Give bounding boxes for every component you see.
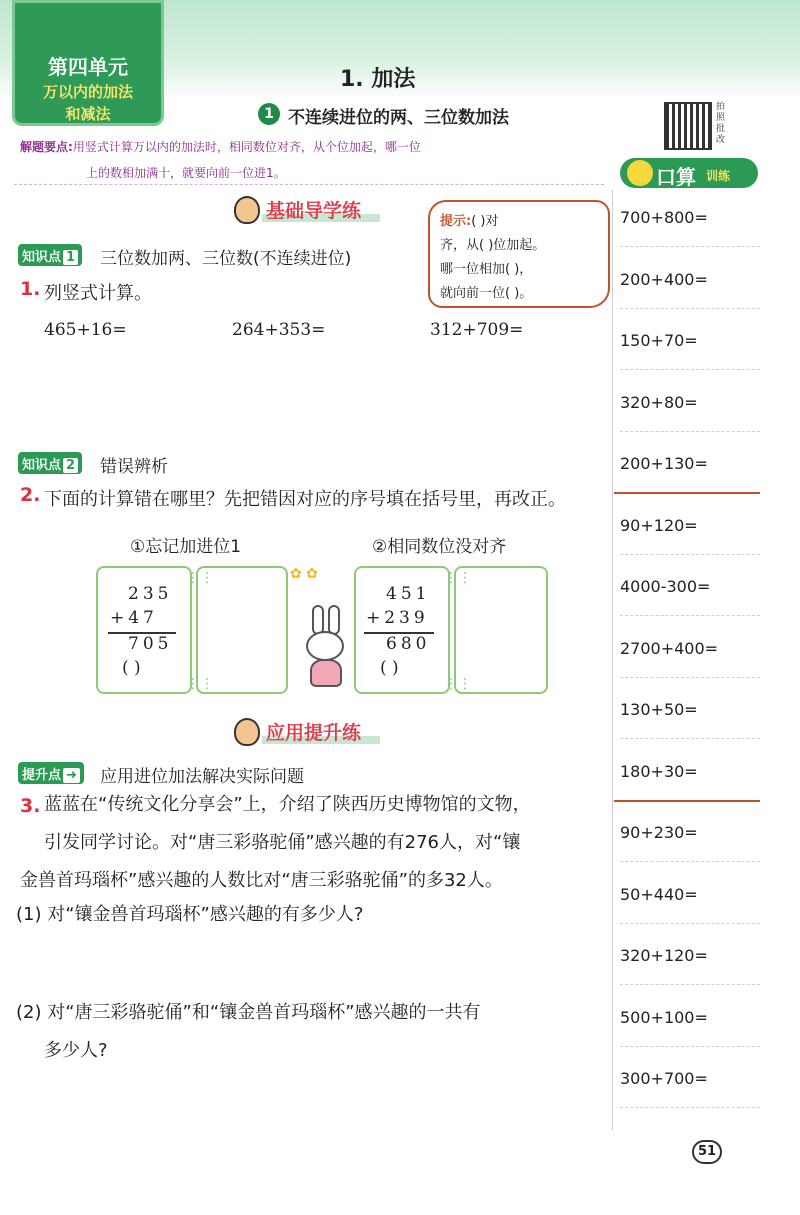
clip-icon: ⋮⋮ [444,570,472,586]
q1-calc-3: 312+709= [430,320,524,340]
prob1-answer-blank[interactable]: ( ) [122,658,141,678]
clip-icon: ⋮⋮ [186,570,214,586]
mental-math-answer-line[interactable] [620,615,760,616]
q1-text: 列竖式计算。 [44,283,152,304]
q3-sub1: (1) 对“镶金兽首玛瑙杯”感兴趣的有多少人? [16,904,364,925]
clip-icon: ⋮⋮ [186,676,214,692]
mental-math-item: 180+30= [620,761,698,781]
mental-math-item: 300+700= [620,1069,708,1088]
q3-number: 3. [20,795,41,817]
kp1-number: 1 [63,250,78,265]
mental-math-title: 口算 [656,165,696,189]
unit-subtitle-line1: 万以内的加法 [42,83,133,101]
bunny-illustration [300,605,352,689]
q1-calc-1: 465+16= [44,320,127,340]
mental-math-item: 200+400= [620,269,708,289]
mental-math-item: 2700+400= [620,638,719,658]
unit-tab [12,0,164,126]
error-reason-1: ①忘记加进位1 [130,537,242,557]
prob2-add: +239 [366,608,429,628]
hint-label: 提示: [440,214,472,229]
kp1-badge-label: 知识点 [22,250,62,265]
mental-math-answer-line[interactable] [620,1107,760,1108]
tp-text: 应用进位加法解决实际问题 [100,767,304,787]
tips-line2: 上的数相加满十，就要向前一位进1。 [86,166,286,180]
mental-math-answer-line[interactable] [620,431,760,432]
hint-line4: 就向前一位( )。 [440,286,533,301]
knowledge-point-badge [18,244,82,266]
cartoon-face-icon [234,718,260,746]
q2-text: 下面的计算错在哪里？先把错因对应的序号填在括号里，再改正。 [44,489,566,510]
prob2-result: 680 [386,634,431,654]
kp2-badge-label: 知识点 [22,458,62,473]
mental-math-answer-line[interactable] [620,308,760,309]
q3-sub2-line1: (2) 对“唐三彩骆驼俑”和“镶金兽首玛瑙杯”感兴趣的一共有 [16,1002,481,1023]
kp1-text: 三位数加两、三位数(不连续进位) [100,249,352,269]
hint-line2: 齐，从( )位加起。 [440,238,546,253]
mental-math-item: 320+80= [620,392,698,412]
hint-line1 [440,210,498,229]
mental-math-icon [627,160,653,186]
basic-practice-heading: 基础导学练 [266,200,362,222]
mental-math-answer-line[interactable] [620,984,760,985]
section-title: 不连续进位的两、三位数加法 [288,108,509,128]
improvement-point-badge [18,762,84,784]
unit-subtitle-line2: 和减法 [65,105,111,123]
mental-math-item: 130+50= [620,700,698,719]
flower-decoration-icon: ✿ ✿ [290,566,318,582]
mental-math-answer-line[interactable] [620,1046,760,1047]
q1-calc-2: 264+353= [232,320,326,340]
page-number: 51 [692,1140,722,1164]
mental-math-answer-line[interactable] [620,738,760,739]
mental-math-answer-line[interactable] [620,923,760,924]
mental-math-item: 150+70= [620,331,698,350]
sidebar-rule [612,190,613,1130]
q3-line2: 引发同学讨论。对“唐三彩骆驼俑”感兴趣的有276人，对“镶 [44,832,521,853]
q1-number: 1. [20,278,41,300]
cartoon-face-icon [234,196,260,224]
mental-math-answer-line[interactable] [620,554,760,555]
mental-math-answer-line[interactable] [620,246,760,247]
qr-label: 拍照批改 [716,102,726,145]
tp-badge-label: 提升点 [22,768,62,783]
prob1-top: 235 [128,584,173,604]
mental-math-item: 500+100= [620,1007,708,1027]
bunny-body [310,659,342,687]
mental-math-answer-line[interactable] [614,800,760,802]
mental-math-item: 50+440= [620,884,698,904]
prob2-answer-blank[interactable]: ( ) [380,658,399,678]
mental-math-item: 200+130= [620,454,708,473]
mental-math-item: 4000-300= [620,577,711,596]
mental-math-answer-line[interactable] [614,492,760,494]
error-reason-2: ②相同数位没对齐 [372,537,507,557]
mental-math-answer-line[interactable] [620,861,760,862]
prob2-top: 451 [386,584,431,604]
section-number-badge: 1 [258,103,280,125]
knowledge-point-badge [18,452,82,474]
mental-math-subtitle: 训练 [706,169,731,183]
tips-divider [14,184,604,185]
applied-practice-heading: 应用提升练 [266,722,362,744]
mental-math-item: 90+230= [620,823,698,842]
mental-math-item: 90+120= [620,515,698,535]
qr-code-icon[interactable] [664,102,712,150]
hint-line1-text: ( )对 [471,214,499,229]
q3-line3: 金兽首玛瑙杯”感兴趣的人数比对“唐三彩骆驼俑”的多32人。 [20,870,503,891]
clip-icon: ⋮⋮ [444,676,472,692]
q3-sub2-line2: 多少人? [44,1040,108,1061]
tips-line1: 用竖式计算万以内的加法时，相同数位对齐，从个位加起，哪一位 [72,140,421,154]
hint-line3: 哪一位相加( )， [440,262,533,277]
mental-math-answer-line[interactable] [620,369,760,370]
bunny-head [306,631,344,661]
kp2-text: 错误辨析 [100,457,168,477]
kp2-number: 2 [63,458,78,473]
prob1-result: 705 [128,634,173,654]
q2-number: 2. [20,484,41,506]
prob1-add: +47 [110,608,158,628]
tips-label: 解题要点: [20,140,73,154]
mental-math-item: 320+120= [620,946,708,965]
solving-tips [20,134,610,186]
arrow-icon: ➜ [63,768,80,783]
lesson-title: 1. 加法 [340,67,416,92]
mental-math-answer-line[interactable] [620,677,760,678]
q3-line1: 蓝蓝在“传统文化分享会”上，介绍了陕西历史博物馆的文物， [44,794,531,815]
unit-title: 第四单元 [48,55,128,79]
mental-math-item: 700+800= [620,208,708,227]
